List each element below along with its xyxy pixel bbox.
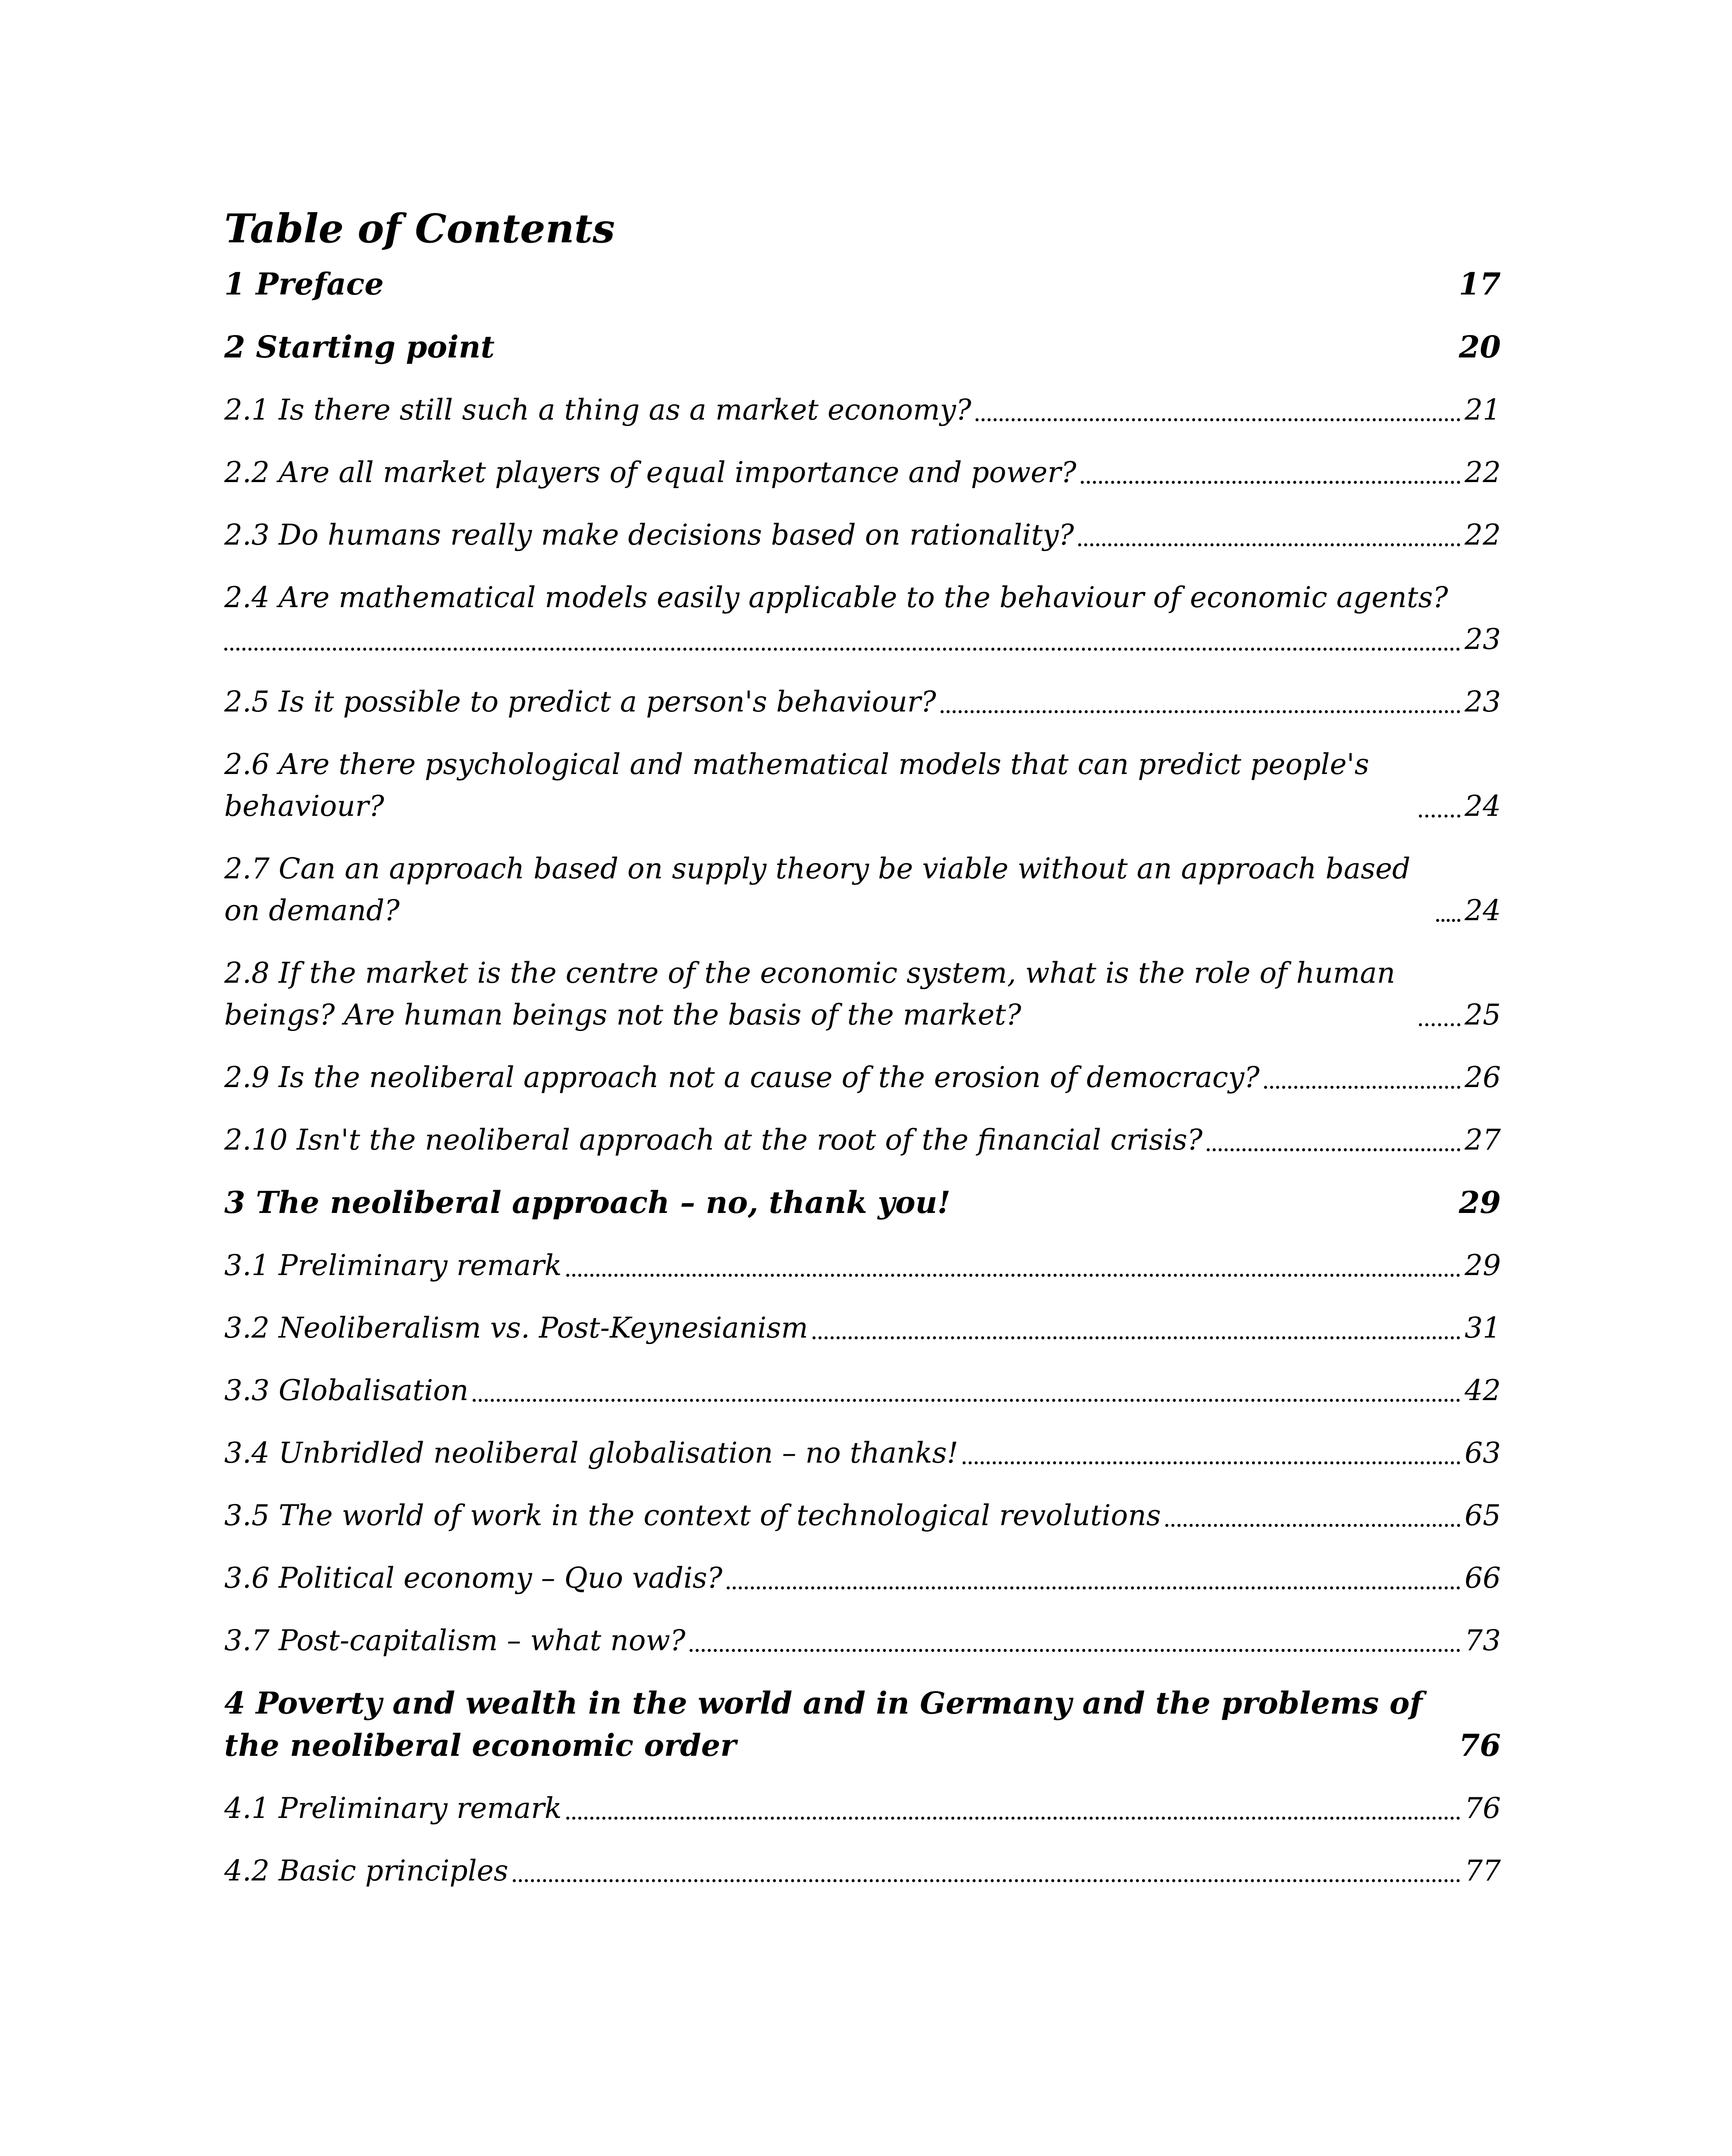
toc-entry-text: 2.8 If the market is the centre of the economic system, what is the role of human beings? Are human beings not the basis of the market? — [224, 956, 1396, 1031]
toc-entry-page: 77 — [1465, 1854, 1501, 1887]
toc-entry-page: 42 — [1465, 1374, 1501, 1407]
toc-entry-text: 2.7 Can an approach based on supply theory be viable without an approach based on demand? — [224, 852, 1411, 927]
toc-entry-text: 2 Starting point — [224, 329, 495, 365]
toc-entry-section[interactable] — [224, 514, 1501, 556]
toc-entry-text: 1 Preface — [224, 266, 384, 302]
toc-entry-section[interactable] — [224, 1432, 1501, 1474]
toc-entry-text: 2.3 Do humans really make decisions based on rationality? — [224, 518, 1074, 552]
toc-entry-text: 2.2 Are all market players of equal importance and power? — [224, 456, 1076, 489]
toc-entry-section[interactable] — [224, 952, 1501, 1036]
dot-leader — [1078, 543, 1460, 546]
toc-entry-section[interactable] — [224, 1850, 1501, 1892]
dot-leader — [1081, 481, 1460, 484]
toc-entry-page: 76 — [1465, 1792, 1501, 1825]
toc-entry-page: 20 — [1459, 329, 1501, 365]
dot-leader — [1419, 1023, 1460, 1026]
toc-entry-text: 2.9 Is the neoliberal approach not a cause of the erosion of democracy? — [224, 1061, 1260, 1094]
toc-entry-text: 2.4 Are mathematical models easily applicable to the behaviour of economic agents? — [224, 581, 1448, 614]
dot-leader — [941, 710, 1460, 713]
toc-entry-text: 3.4 Unbridled neoliberal globalisation – no thanks! — [224, 1436, 958, 1470]
toc-entry-chapter[interactable] — [224, 1181, 1501, 1224]
dot-leader — [690, 1649, 1460, 1652]
toc-entry-page: 24 — [1465, 894, 1501, 927]
dot-leader — [727, 1586, 1460, 1589]
toc-entry-section[interactable] — [224, 1119, 1501, 1161]
toc-entry-section[interactable] — [224, 1056, 1501, 1098]
dot-leader — [513, 1879, 1461, 1882]
dot-leader — [1264, 1086, 1461, 1089]
toc-entry-section[interactable] — [224, 577, 1501, 660]
dot-leader — [224, 648, 1460, 651]
toc-entry-text: 3.1 Preliminary remark — [224, 1249, 562, 1282]
toc-entry-section[interactable] — [224, 1787, 1501, 1829]
toc-entry-section[interactable] — [224, 389, 1501, 431]
toc-entry-text: 2.1 Is there still such a thing as a market economy? — [224, 393, 972, 426]
toc-entry-page: 27 — [1465, 1123, 1501, 1156]
toc-entry-page: 23 — [1465, 623, 1501, 656]
toc-entry-text: 4.2 Basic principles — [224, 1854, 508, 1887]
toc-entry-page: 29 — [1459, 1185, 1501, 1220]
toc-entry-page: 24 — [1465, 790, 1501, 823]
toc-entry-page: 23 — [1465, 685, 1501, 718]
toc-entry-page: 65 — [1465, 1499, 1501, 1532]
toc-entry-text: 2.5 Is it possible to predict a person's behaviour? — [224, 685, 936, 718]
toc-entry-page: 73 — [1465, 1624, 1501, 1657]
toc-entry-section[interactable] — [224, 743, 1501, 827]
toc-entry-text: 3.5 The world of work in the context of technological revolutions — [224, 1499, 1161, 1532]
toc-entry-chapter[interactable] — [224, 263, 1501, 305]
dot-leader — [1419, 815, 1460, 818]
dot-leader — [1207, 1148, 1460, 1151]
dot-leader — [976, 418, 1460, 421]
toc-entry-page: 22 — [1465, 456, 1501, 489]
toc-entry-section[interactable] — [224, 451, 1501, 493]
toc-entry-text: 4 Poverty and wealth in the world and in Germany and the problems of the neoliberal economic order — [224, 1685, 1423, 1763]
toc-entry-page: 66 — [1465, 1561, 1501, 1595]
toc-entry-text: 2.10 Isn't the neoliberal approach at the root of the financial crisis? — [224, 1123, 1203, 1156]
toc-entry-text: 3.7 Post-capitalism – what now? — [224, 1624, 686, 1657]
toc-entry-page: 22 — [1465, 518, 1501, 552]
toc-entry-section[interactable] — [224, 848, 1501, 931]
dot-leader — [473, 1399, 1460, 1402]
dot-leader — [566, 1274, 1460, 1277]
toc-entry-section[interactable] — [224, 1557, 1501, 1599]
toc-entry-text: 2.6 Are there psychological and mathematical models that can predict people's behaviour? — [224, 748, 1369, 823]
toc-entry-page: 63 — [1465, 1436, 1501, 1470]
toc-entry-page: 21 — [1465, 393, 1501, 426]
toc-entry-page: 17 — [1459, 266, 1501, 302]
toc-entry-section[interactable] — [224, 681, 1501, 723]
toc-entry-text: 3.6 Political economy – Quo vadis? — [224, 1561, 723, 1595]
toc-entry-page: 76 — [1459, 1727, 1501, 1763]
dot-leader — [813, 1336, 1460, 1339]
toc-title: Table of Contents — [224, 205, 615, 252]
dot-leader — [1165, 1524, 1460, 1527]
toc-entry-section[interactable] — [224, 1369, 1501, 1411]
toc-entry-section[interactable] — [224, 1495, 1501, 1536]
toc-entry-chapter[interactable] — [224, 326, 1501, 368]
dot-leader — [963, 1461, 1460, 1464]
toc-entry-section[interactable] — [224, 1244, 1501, 1286]
toc-entry-text: 3.3 Globalisation — [224, 1374, 469, 1407]
toc-entry-page: 31 — [1465, 1311, 1501, 1344]
toc-entry-section[interactable] — [224, 1620, 1501, 1661]
toc-entry-page: 25 — [1465, 998, 1501, 1031]
dot-leader — [1436, 919, 1460, 922]
document-page — [224, 203, 1501, 1912]
toc-entry-page: 29 — [1465, 1249, 1501, 1282]
dot-leader — [566, 1817, 1460, 1820]
toc-entry-text: 4.1 Preliminary remark — [224, 1792, 562, 1825]
toc-entry-page: 26 — [1465, 1061, 1501, 1094]
toc-entry-text: 3 The neoliberal approach – no, thank you! — [224, 1185, 951, 1220]
toc-entry-chapter[interactable] — [224, 1682, 1501, 1767]
toc-entry-section[interactable] — [224, 1307, 1501, 1349]
toc-entry-text: 3.2 Neoliberalism vs. Post-Keynesianism — [224, 1311, 808, 1344]
